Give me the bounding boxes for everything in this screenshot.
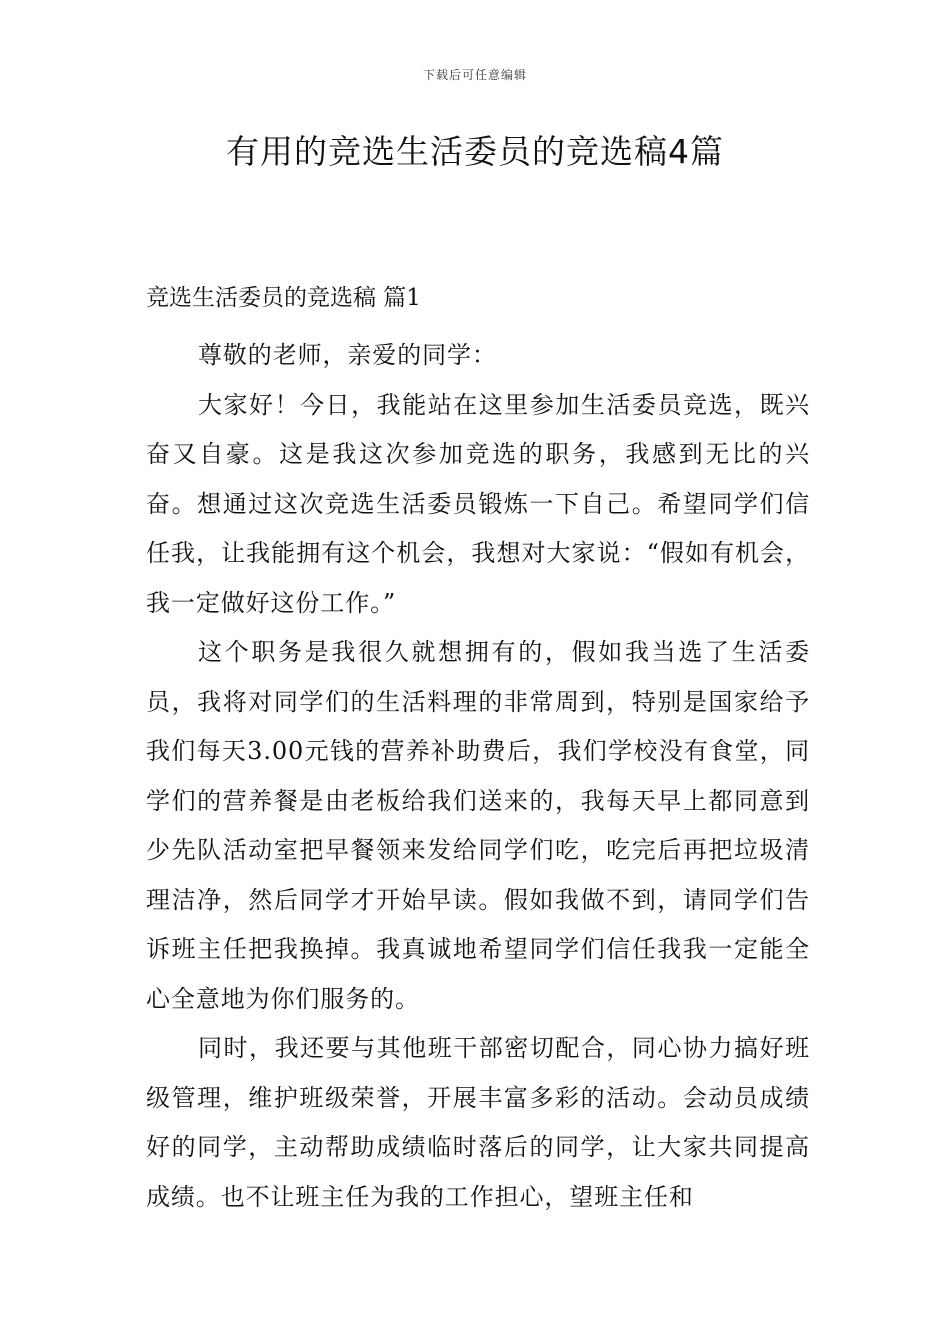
paragraph-cooperation: 同时，我还要与其他班干部密切配合，同心协力搞好班级管理，维护班级荣誉，开展丰富多彩的活动。会动员成绩好的同学，主动帮助成绩临时落后的同学，让大家共同提高成绩。也不让班主任为我的工作担心，望班主任和	[146, 1034, 810, 1211]
paragraph-intro: 大家好！今日，我能站在这里参加生活委员竞选，既兴奋又自豪。这是我这次参加竞选的职务，我感到无比的兴奋。想通过这次竞选生活委员锻炼一下自己。希望同学们信任我，让我能拥有这个机会，我想对大家说：“假如有机会，我一定做好这份工作。”	[146, 390, 810, 617]
body-text	[146, 331, 810, 1222]
header-note: 下载后可任意编辑	[422, 68, 527, 82]
document-title: 有用的竞选生活委员的竞选稿4篇	[226, 132, 724, 171]
paragraph-duties: 这个职务是我很久就想拥有的，假如我当选了生活委员，我将对同学们的生活料理的非常周到，特别是国家给予我们每天3.00元钱的营养补助费后，我们学校没有食堂，同学们的营养餐是由老板给我们送来的，我每天早上都同意到少先队活动室把早餐领来发给同学们吃，吃完后再把垃圾清理洁净，然后同学才开始早读。假如我做不到，请同学们告诉班主任把我换掉。我真诚地希望同学们信任我我一定能全心全意地为你们服务的。	[146, 638, 810, 1013]
section-heading: 竞选生活委员的竞选稿 篇1	[146, 285, 421, 311]
paragraph-salutation: 尊敬的老师，亲爱的同学：	[198, 341, 497, 369]
